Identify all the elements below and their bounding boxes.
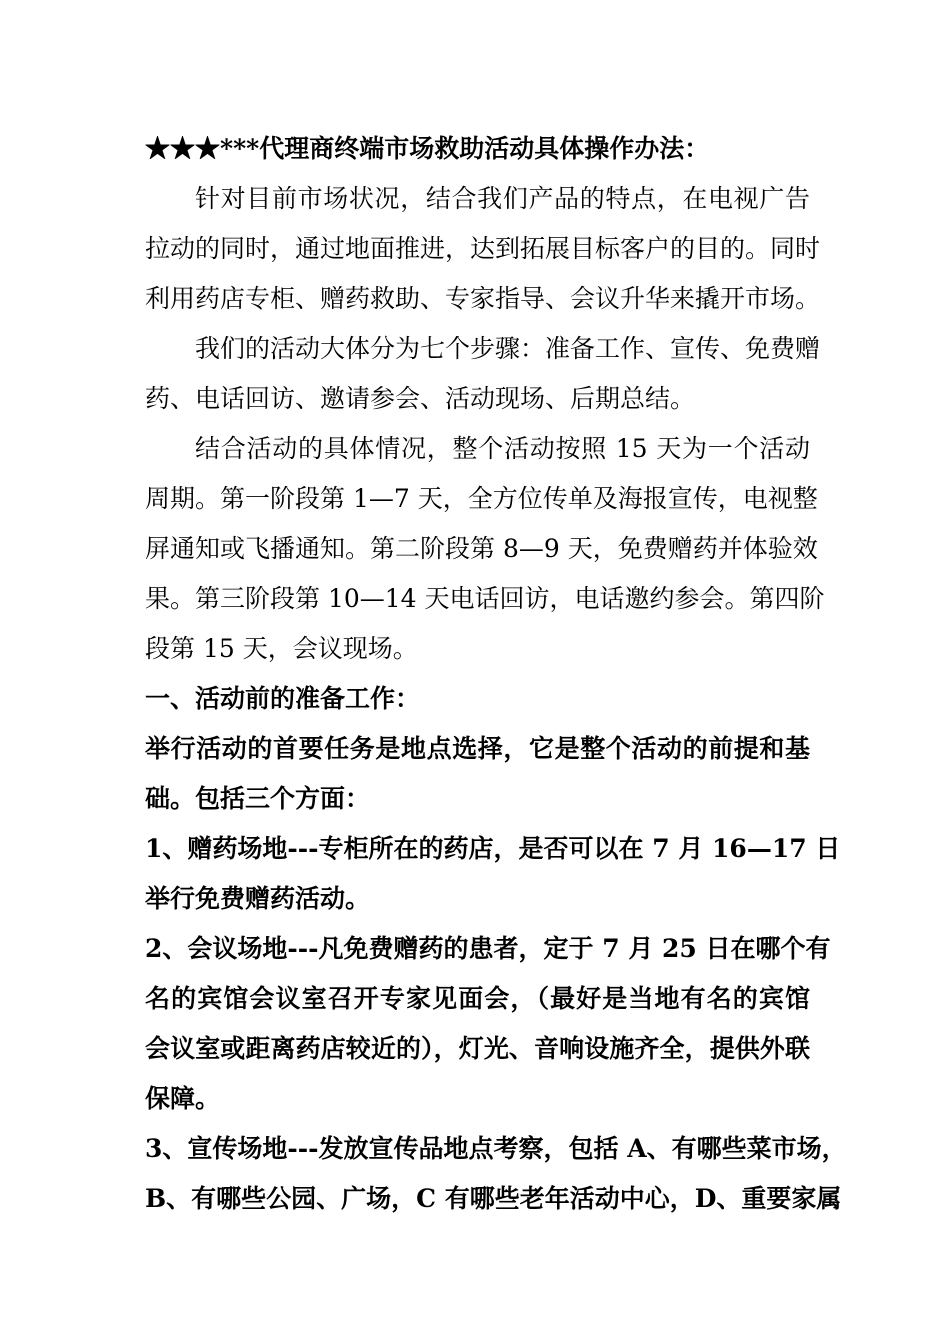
paragraph-line: 药、电话回访、邀请参会、活动现场、后期总结。 <box>145 384 696 413</box>
paragraph-line: 结合活动的具体情况，整个活动按照 15 天为一个活动 <box>195 434 810 463</box>
list-item-line: 1、赠药场地---专柜所在的药店，是否可以在 7 月 16—17 日 <box>145 834 841 863</box>
list-item-line: 举行免费赠药活动。 <box>145 884 371 913</box>
document-title: ★★★***代理商终端市场救助活动具体操作办法： <box>145 134 710 163</box>
section-intro-line: 础。包括三个方面： <box>145 784 371 813</box>
section-intro-line: 举行活动的首要任务是地点选择，它是整个活动的前提和基 <box>145 734 810 763</box>
paragraph-steps <box>145 324 821 424</box>
paragraph-line: 屏通知或飞播通知。第二阶段第 8—9 天，免费赠药并体验效 <box>145 534 818 563</box>
list-item-venue-meeting <box>145 924 831 1124</box>
list-item-line: 3、宣传场地---发放宣传品地点考察，包括 A、有哪些菜市场， <box>145 1134 847 1163</box>
list-item-line: 2、会议场地---凡免费赠药的患者，定于 7 月 25 日在哪个有 <box>145 934 831 963</box>
paragraph-line: 果。第三阶段第 10—14 天电话回访，电话邀约参会。第四阶 <box>145 584 825 613</box>
paragraph-line: 段第 15 天，会议现场。 <box>145 634 418 663</box>
list-item-line: 保障。 <box>145 1084 221 1113</box>
list-item-line: B、有哪些公园、广场，C 有哪些老年活动中心，D、重要家属 <box>145 1184 842 1213</box>
paragraph-line: 周期。第一阶段第 1—7 天，全方位传单及海报宣传，电视整 <box>145 484 818 513</box>
paragraph-line: 拉动的同时，通过地面推进，达到拓展目标客户的目的。同时 <box>145 234 821 263</box>
list-item-line: 会议室或距离药店较近的），灯光、音响设施齐全，提供外联 <box>145 1034 810 1063</box>
section-heading: 一、活动前的准备工作： <box>145 684 421 713</box>
paragraph-line: 针对目前市场状况，结合我们产品的特点，在电视广告 <box>195 184 810 213</box>
paragraph-line: 利用药店专柜、赠药救助、专家指导、会议升华来撬开市场。 <box>145 284 821 313</box>
list-item-venue-giveaway <box>145 824 841 924</box>
document-page <box>145 124 847 1224</box>
list-item-venue-promotion <box>145 1124 847 1224</box>
section-intro <box>145 724 810 824</box>
list-item-line: 名的宾馆会议室召开专家见面会，（最好是当地有名的宾馆 <box>145 984 810 1013</box>
paragraph-line: 我们的活动大体分为七个步骤：准备工作、宣传、免费赠 <box>195 334 821 363</box>
paragraph-schedule <box>145 424 825 674</box>
paragraph-intro <box>145 174 821 324</box>
